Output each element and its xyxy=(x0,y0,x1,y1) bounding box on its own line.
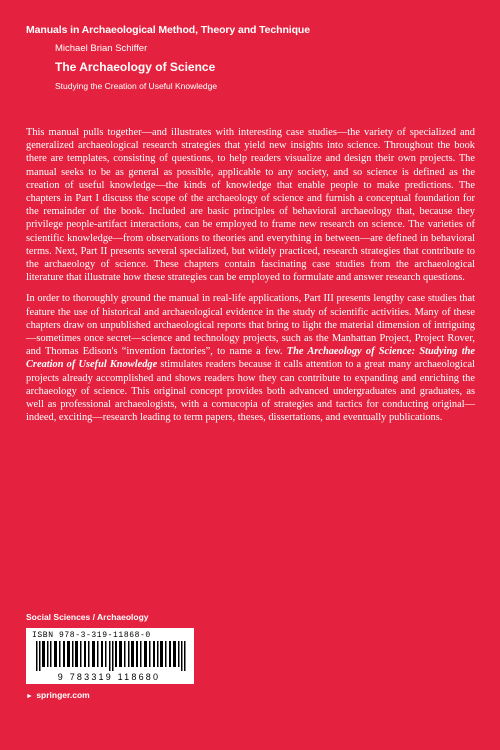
series-title: Manuals in Archaeological Method, Theory and Technique xyxy=(26,24,310,36)
paragraph-2-text-end: stimulates readers because it calls attention to a great many archaeological projects already accomplished and shows readers how they can contribute to expanding and enriching the archaeology of science. This original concept provides both advanced undergraduates and graduates, as well as professional archaeologists, with a cornucopia of strategies and tactics for conducting original—indeed, exciting—research leading to term papers, theses, dissertations, and eventually publications. xyxy=(26,359,475,424)
book-title-italic: The Archaeology of Science: Studying the Creation of Useful Knowledge xyxy=(26,346,475,371)
barcode-number: 9 783319 118680 xyxy=(57,672,161,682)
paragraph-2-text-start: In order to thoroughly ground the manual in real-life applications, Part III presents lengthy case studies that feature the use of historical and archaeological evidence in the study of scientific activities. Many of these chapters draw on unpublished archaeological reports that bring to light the material dimension of intriguing—sometimes once secret—science and technology projects, such as the Manhattan Project, Project Rover, and Thomas Edison's “invention factories”, to name a few. xyxy=(26,293,475,358)
barcode-box xyxy=(26,628,194,684)
author-name: Michael Brian Schiffer xyxy=(55,43,148,54)
description-text xyxy=(26,126,475,432)
book-title: The Archaeology of Science xyxy=(55,60,216,74)
isbn-text: ISBN 978-3-319-11868-0 xyxy=(32,631,151,640)
publisher-website xyxy=(26,690,90,700)
description-paragraph-1: This manual pulls together—and illustrates with interesting case studies—the variety of specialized and generalized archaeological research strategies that yield new insights into science. Throughout the book there are templates, consisting of questions, to help readers visualize and design their own projects. The manual seeks to be as general as possible, applicable to any society, and so science is defined as the creation of useful knowledge—the kinds of knowledge that enable people to make predictions. The chapters in Part I discuss the scope of the archaeology of science and furnish a conceptual foundation for the remainder of the book. Included are basic principles of behavioral archaeology that, because they privilege people-artifact interactions, can be employed to frame new research on science. The varieties of scientific knowledge—from observations to theories and everything in between—are defined in behavioral terms. Next, Part II presents several specialized, but widely practiced, research strategies that contribute to the archaeology of science. These chapters contain fascinating case studies from the archaeological literature that illustrate how these strategies can be employed to formulate and answer research questions. xyxy=(26,127,475,284)
subject-category: Social Sciences / Archaeology xyxy=(26,612,149,622)
barcode-icon xyxy=(36,641,186,671)
book-subtitle: Studying the Creation of Useful Knowledge xyxy=(55,81,218,91)
arrow-right-icon: ► xyxy=(26,693,33,700)
description-paragraph-2 xyxy=(26,292,475,424)
website-text: springer.com xyxy=(36,690,90,700)
